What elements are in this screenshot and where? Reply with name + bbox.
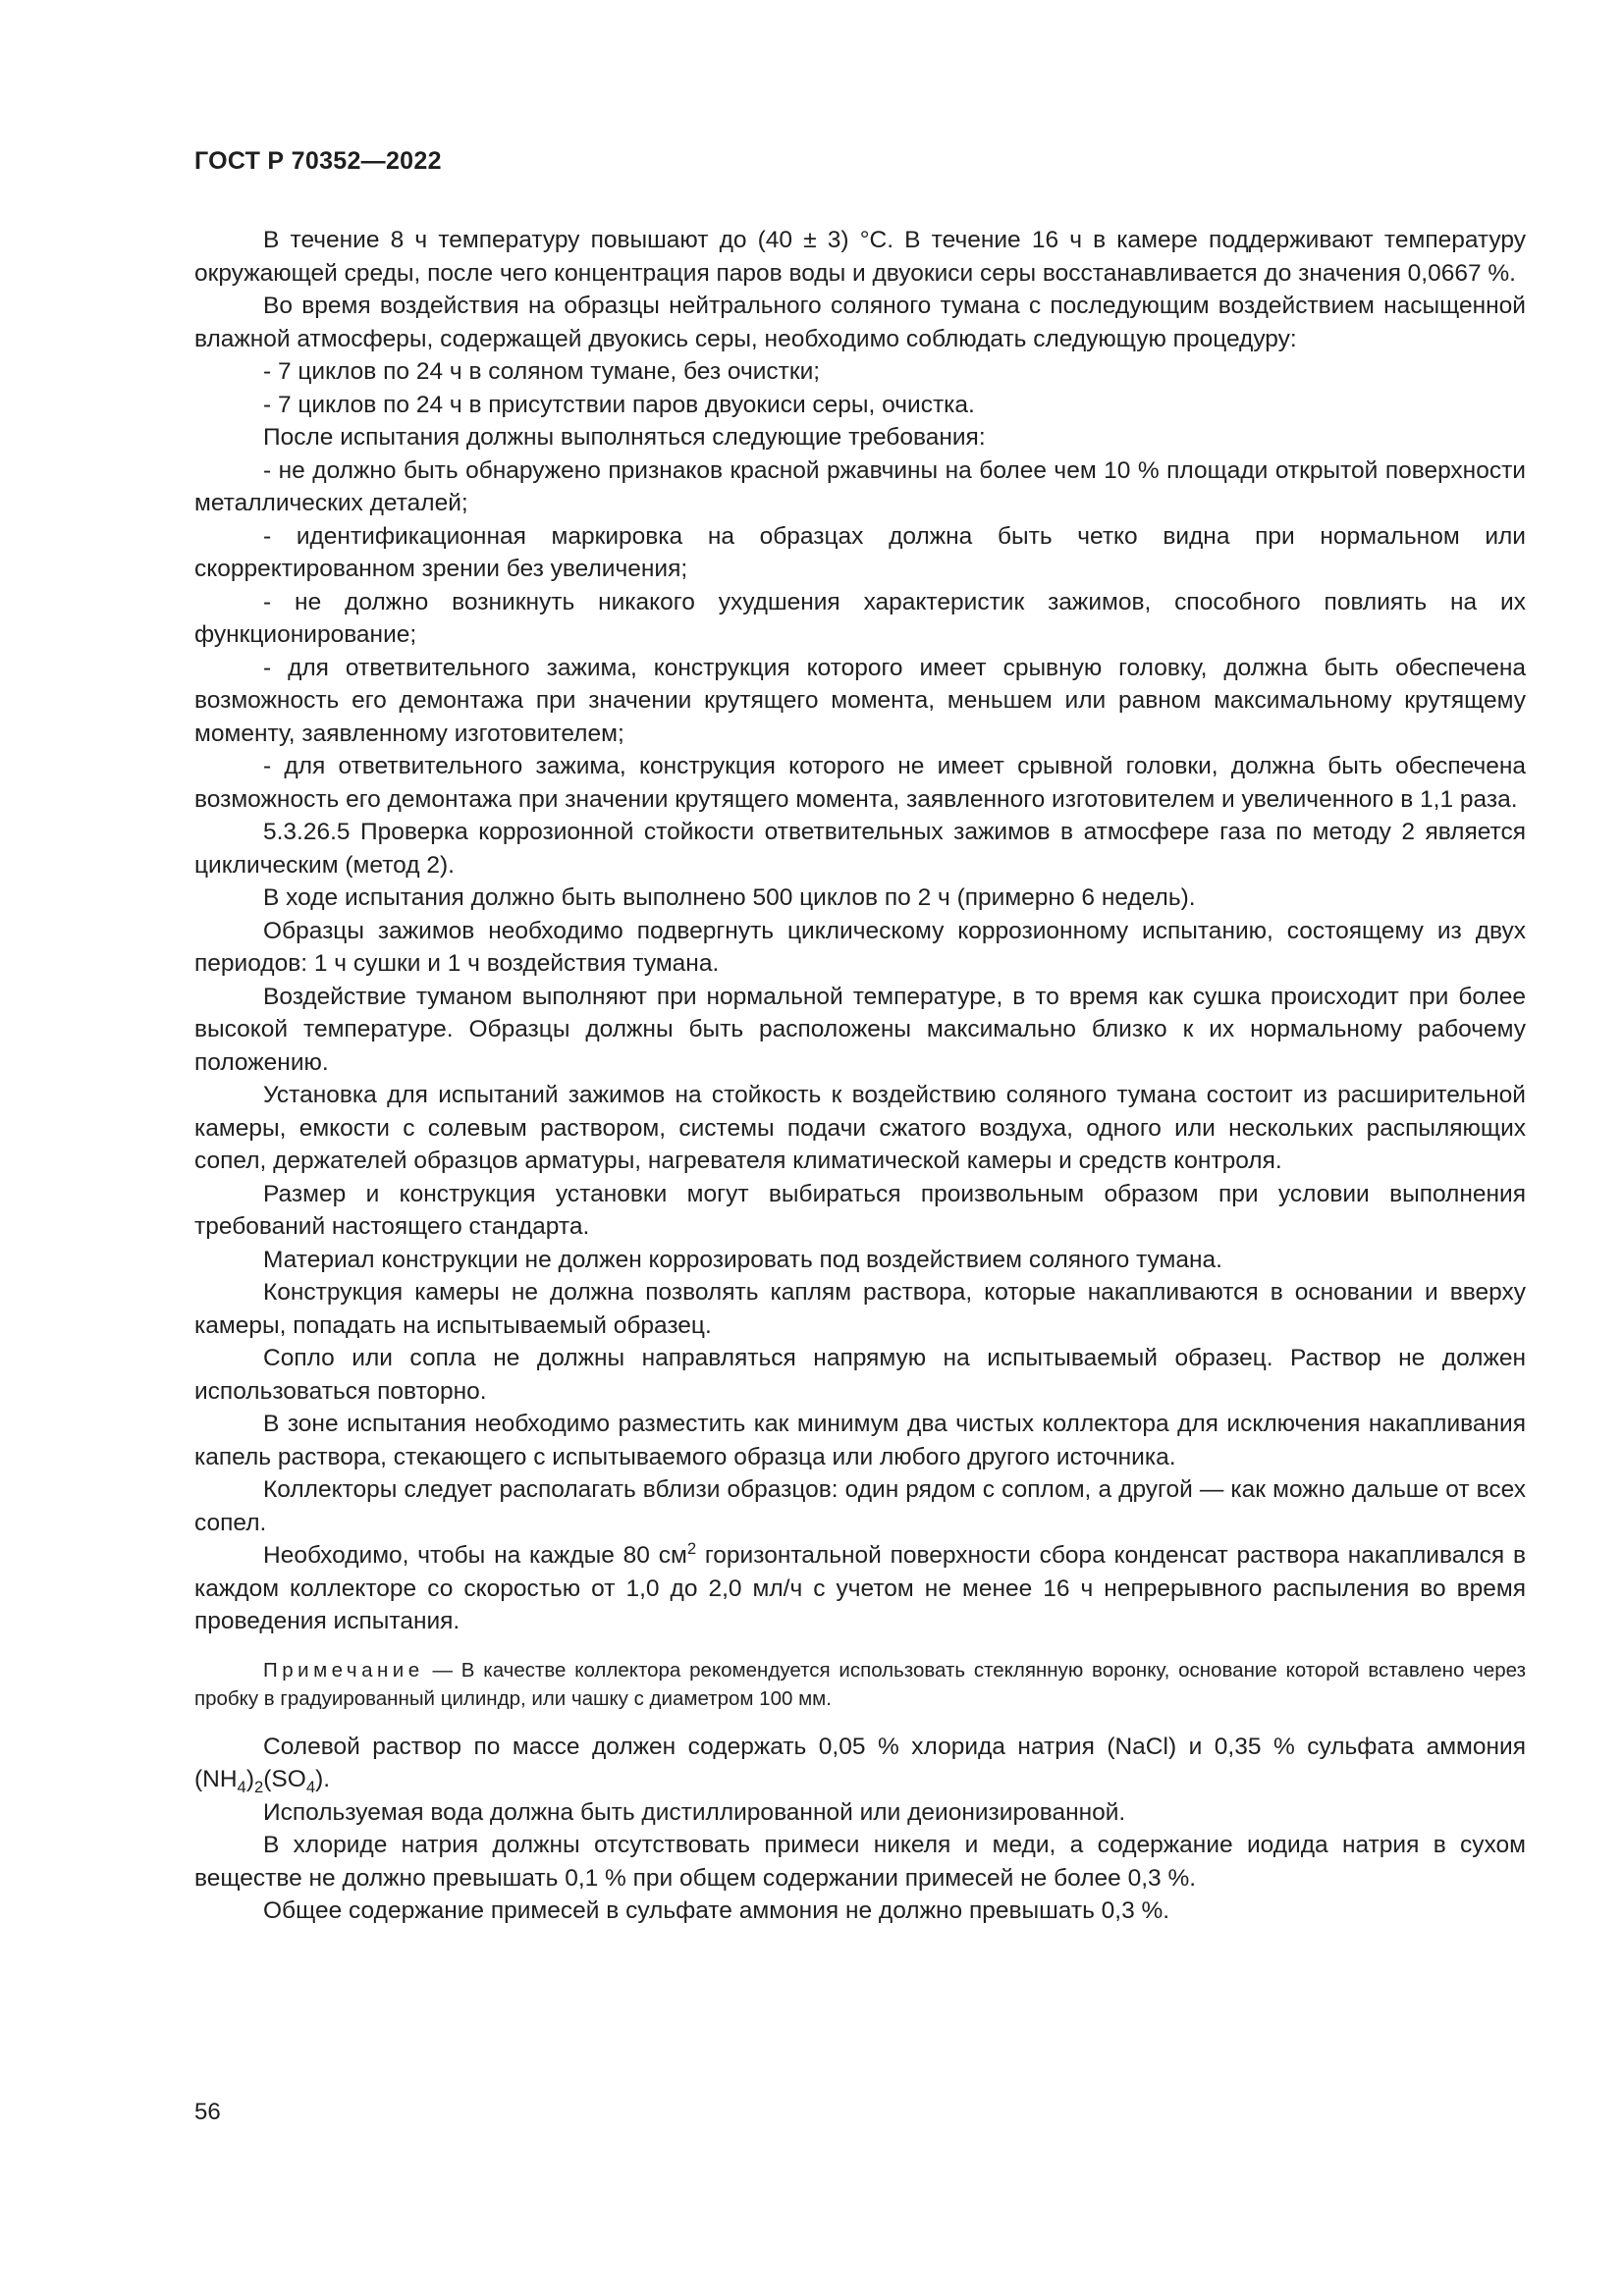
- paragraph: Сопло или сопла не должны направляться напрямую на испытываемый образец. Раствор не должен использоваться повторно.: [194, 1345, 1526, 1405]
- paragraph: Материал конструкции не должен коррозировать под воздействием соляного тумана.: [263, 1246, 1222, 1273]
- paragraph: Во время воздействия на образцы нейтрального соляного тумана с последующим воздействием насыщенной влажной атмосферы, содержащей двуокись серы, необходимо соблюдать следующую процедуру:: [194, 293, 1526, 352]
- list-item: - не должно возникнуть никакого ухудшения характеристик зажимов, способного повлиять на их функционирование;: [194, 588, 1526, 648]
- page-number: 56: [194, 2099, 221, 2125]
- paragraph: В течение 8 ч температуру повышают до (40 ± 3) °С. В течение 16 ч в камере поддерживают температуру окружающей среды, после чего концентрация паров воды и двуокиси серы восстанавливается до значения 0,0667 %.: [194, 227, 1526, 287]
- document-body: [194, 224, 1526, 1928]
- paragraph: В хлориде натрия должны отсутствовать примеси никеля и меди, а содержание иодида натрия в сухом веществе не должно превышать 0,1 % при общем содержании примесей не более 0,3 %.: [194, 1832, 1526, 1892]
- text-span: ).: [315, 1766, 331, 1792]
- note: [194, 1656, 1526, 1713]
- list-item: - для ответвительного зажима, конструкция которого имеет срывную головку, должна быть обеспечена возможность его демонтажа при значении крутящего момента, меньшем или равном максимальному крутящему моменту, заявленному изготовителем;: [194, 654, 1526, 747]
- text-span: Необходимо, чтобы на каждые 80 см: [263, 1542, 687, 1569]
- list-item: - идентификационная маркировка на образцах должна быть четко видна при нормальном или скорректированном зрении без увеличения;: [194, 522, 1526, 582]
- list-item: - 7 циклов по 24 ч в присутствии паров двуокиси серы, очистка.: [263, 391, 975, 418]
- paragraph: Образцы зажимов необходимо подвергнуть циклическому коррозионному испытанию, состоящему из двух периодов: 1 ч сушки и 1 ч воздействия тумана.: [194, 917, 1526, 977]
- list-item: - для ответвительного зажима, конструкция которого не имеет срывной головки, должна быть обеспечена возможность его демонтажа при значении крутящего момента, заявленного изготовителем и увеличенного в 1,1 раза.: [194, 753, 1526, 813]
- subscript: 4: [237, 1777, 246, 1796]
- paragraph: Воздействие туманом выполняют при нормальной температуре, в то время как сушка происходит при более высокой температуре. Образцы должны быть расположены максимально близко к их нормальному рабочему положению.: [194, 983, 1526, 1076]
- paragraph: В ходе испытания должно быть выполнено 500 циклов по 2 ч (примерно 6 недель).: [263, 884, 1196, 911]
- area-paragraph: [194, 1539, 1526, 1638]
- paragraph: Установка для испытаний зажимов на стойкость к воздействию соляного тумана состоит из расширительной камеры, емкости с солевым раствором, системы подачи сжатого воздуха, одного или нескольких распыляющих сопел, держателей образцов арматуры, нагревателя климатической камеры и средств контроля.: [194, 1082, 1526, 1174]
- superscript: 2: [686, 1538, 697, 1558]
- section-paragraph: 5.3.26.5 Проверка коррозионной стойкости ответвительных зажимов в атмосфере газа по методу 2 является циклическим (метод 2).: [194, 819, 1526, 879]
- list-item: - 7 циклов по 24 ч в соляном тумане, без очистки;: [263, 358, 821, 385]
- note-text: — В качестве коллектора рекомендуется использовать стеклянную воронку, основание которой вставлено через пробку в градуированный цилиндр, или чашку с диаметром 100 мм.: [194, 1658, 1526, 1710]
- paragraph: Размер и конструкция установки могут выбираться произвольным образом при условии выполнения требований настоящего стандарта.: [194, 1180, 1526, 1240]
- paragraph: Коллекторы следует располагать вблизи образцов: один рядом с соплом, а другой — как можно дальше от всех сопел.: [194, 1476, 1526, 1536]
- subscript: 4: [305, 1777, 316, 1796]
- text-span: (SO: [263, 1766, 306, 1792]
- document-header: ГОСТ Р 70352—2022: [194, 147, 442, 175]
- paragraph: После испытания должны выполняться следующие требования:: [263, 424, 986, 451]
- solution-paragraph: [194, 1731, 1526, 1796]
- subscript: 2: [253, 1777, 264, 1796]
- text-span: горизонтальной поверхности сбора конденсат раствора накапливался в каждом коллекторе со скоростью от 1,0 до 2,0 мл/ч с учетом не менее 16 ч непрерывного распыления во время проведения испытания.: [194, 1542, 1526, 1634]
- note-label: Примечание: [263, 1658, 424, 1682]
- paragraph: Общее содержание примесей в сульфате аммония не должно превышать 0,3 %.: [263, 1897, 1170, 1924]
- text-span: ): [245, 1766, 254, 1792]
- list-item: - не должно быть обнаружено признаков красной ржавчины на более чем 10 % площади открытой поверхности металлических деталей;: [194, 456, 1526, 516]
- text-span: Солевой раствор по массе должен содержать 0,05 % хлорида натрия (NaCl) и 0,35 % сульфата аммония (NH: [194, 1733, 1526, 1792]
- paragraph: В зоне испытания необходимо разместить как минимум два чистых коллектора для исключения накапливания капель раствора, стекающего с испытываемого образца или любого другого источника.: [194, 1411, 1526, 1470]
- paragraph: Конструкция камеры не должна позволять каплям раствора, которые накапливаются в основании и вверху камеры, попадать на испытываемый образец.: [194, 1279, 1526, 1339]
- paragraph: Используемая вода должна быть дистиллированной или деионизированной.: [263, 1798, 1126, 1826]
